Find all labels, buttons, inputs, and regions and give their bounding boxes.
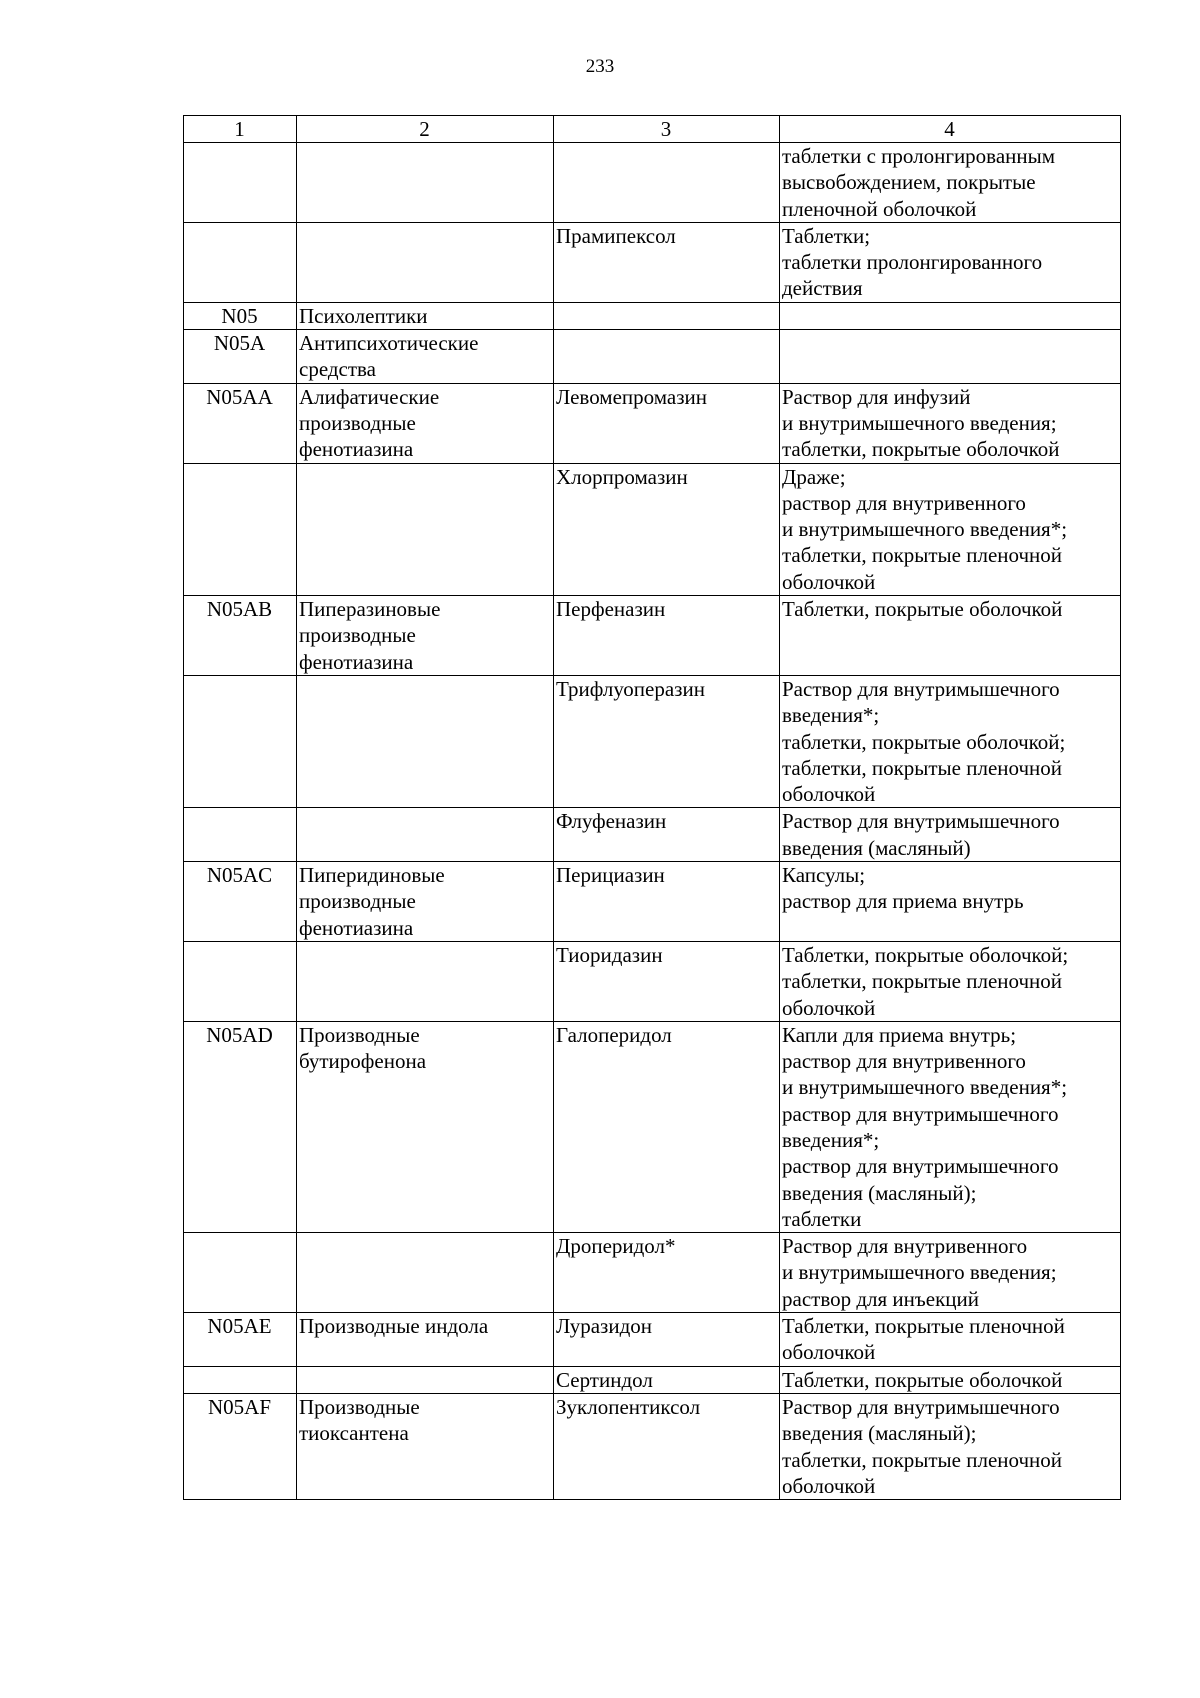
table-row	[184, 1313, 1121, 1367]
dosage-forms-cell	[780, 330, 1121, 384]
atc-group-cell	[297, 1233, 554, 1313]
table-row	[184, 143, 1121, 223]
dosage-forms-cell: таблетки с пролонгированным высвобождением, покрытые пленочной оболочкой	[780, 143, 1121, 223]
atc-group-cell: Пиперидиновые производные фенотиазина	[297, 862, 554, 942]
dosage-forms-cell: Капли для приема внутрь; раствор для внутривенного и внутримышечного введения*; раствор для внутримышечного введения*; раствор для внутримышечного введения (масляный); таблетки	[780, 1021, 1121, 1232]
atc-code-cell	[184, 222, 297, 302]
dosage-forms-cell: Раствор для внутримышечного введения*; таблетки, покрытые оболочкой; таблетки, покрытые пленочной оболочкой	[780, 675, 1121, 807]
atc-code-cell: N05A	[184, 330, 297, 384]
drug-name-cell	[554, 302, 780, 329]
drug-name-cell: Галоперидол	[554, 1021, 780, 1232]
atc-code-cell: N05AA	[184, 383, 297, 463]
drug-name-cell: Перфеназин	[554, 596, 780, 676]
atc-group-cell: Пиперазиновые производные фенотиазина	[297, 596, 554, 676]
dosage-forms-cell: Раствор для внутримышечного введения (масляный)	[780, 808, 1121, 862]
atc-code-cell: N05AE	[184, 1313, 297, 1367]
drug-name-cell: Сертиндол	[554, 1366, 780, 1393]
drug-name-cell: Луразидон	[554, 1313, 780, 1367]
dosage-forms-cell: Таблетки, покрытые оболочкой	[780, 1366, 1121, 1393]
atc-code-cell	[184, 941, 297, 1021]
drug-name-cell	[554, 330, 780, 384]
table-row	[184, 330, 1121, 384]
table-row	[184, 463, 1121, 595]
atc-code-cell	[184, 143, 297, 223]
dosage-forms-cell: Драже; раствор для внутривенного и внутримышечного введения*; таблетки, покрытые пленочной оболочкой	[780, 463, 1121, 595]
table-row	[184, 941, 1121, 1021]
atc-group-cell	[297, 675, 554, 807]
drug-name-cell: Хлорпромазин	[554, 463, 780, 595]
table-row	[184, 1393, 1121, 1499]
atc-group-cell	[297, 808, 554, 862]
atc-code-cell: N05AB	[184, 596, 297, 676]
atc-code-cell	[184, 675, 297, 807]
column-number-4: 4	[780, 116, 1121, 143]
drug-name-cell: Перициазин	[554, 862, 780, 942]
table-row	[184, 302, 1121, 329]
atc-code-cell	[184, 1366, 297, 1393]
drug-name-cell	[554, 143, 780, 223]
atc-code-cell: N05AD	[184, 1021, 297, 1232]
drug-name-cell: Зуклопентиксол	[554, 1393, 780, 1499]
dosage-forms-cell: Раствор для внутримышечного введения (масляный); таблетки, покрытые пленочной оболочкой	[780, 1393, 1121, 1499]
column-number-2: 2	[297, 116, 554, 143]
page-number: 233	[585, 56, 615, 77]
atc-group-cell: Алифатические производные фенотиазина	[297, 383, 554, 463]
atc-group-cell: Производные индола	[297, 1313, 554, 1367]
dosage-forms-cell: Таблетки, покрытые пленочной оболочкой	[780, 1313, 1121, 1367]
dosage-forms-cell: Таблетки, покрытые оболочкой; таблетки, покрытые пленочной оболочкой	[780, 941, 1121, 1021]
column-number-1: 1	[184, 116, 297, 143]
table-row	[184, 383, 1121, 463]
atc-group-cell: Производные тиоксантена	[297, 1393, 554, 1499]
atc-group-cell	[297, 1366, 554, 1393]
drug-name-cell: Трифлуоперазин	[554, 675, 780, 807]
drug-table	[183, 115, 1121, 1500]
table-row	[184, 222, 1121, 302]
atc-code-cell: N05AF	[184, 1393, 297, 1499]
atc-group-cell	[297, 941, 554, 1021]
atc-group-cell: Производные бутирофенона	[297, 1021, 554, 1232]
atc-group-cell	[297, 222, 554, 302]
dosage-forms-cell: Капсулы; раствор для приема внутрь	[780, 862, 1121, 942]
drug-name-cell: Флуфеназин	[554, 808, 780, 862]
atc-group-cell: Психолептики	[297, 302, 554, 329]
table-row	[184, 1233, 1121, 1313]
atc-code-cell	[184, 1233, 297, 1313]
table-row	[184, 675, 1121, 807]
atc-group-cell: Антипсихотические средства	[297, 330, 554, 384]
drug-name-cell: Левомепромазин	[554, 383, 780, 463]
dosage-forms-cell: Таблетки; таблетки пролонгированного действия	[780, 222, 1121, 302]
atc-code-cell	[184, 463, 297, 595]
column-number-3: 3	[554, 116, 780, 143]
drug-name-cell: Дроперидол*	[554, 1233, 780, 1313]
drug-name-cell: Прамипексол	[554, 222, 780, 302]
table-row	[184, 1021, 1121, 1232]
dosage-forms-cell	[780, 302, 1121, 329]
atc-code-cell: N05AC	[184, 862, 297, 942]
table-row	[184, 808, 1121, 862]
atc-code-cell: N05	[184, 302, 297, 329]
dosage-forms-cell: Раствор для инфузий и внутримышечного введения; таблетки, покрытые оболочкой	[780, 383, 1121, 463]
table-row	[184, 862, 1121, 942]
atc-group-cell	[297, 143, 554, 223]
atc-group-cell	[297, 463, 554, 595]
drug-name-cell: Тиоридазин	[554, 941, 780, 1021]
table-row	[184, 596, 1121, 676]
table-row	[184, 1366, 1121, 1393]
dosage-forms-cell: Раствор для внутривенного и внутримышечного введения; раствор для инъекций	[780, 1233, 1121, 1313]
table-header-row	[184, 116, 1121, 143]
dosage-forms-cell: Таблетки, покрытые оболочкой	[780, 596, 1121, 676]
atc-code-cell	[184, 808, 297, 862]
